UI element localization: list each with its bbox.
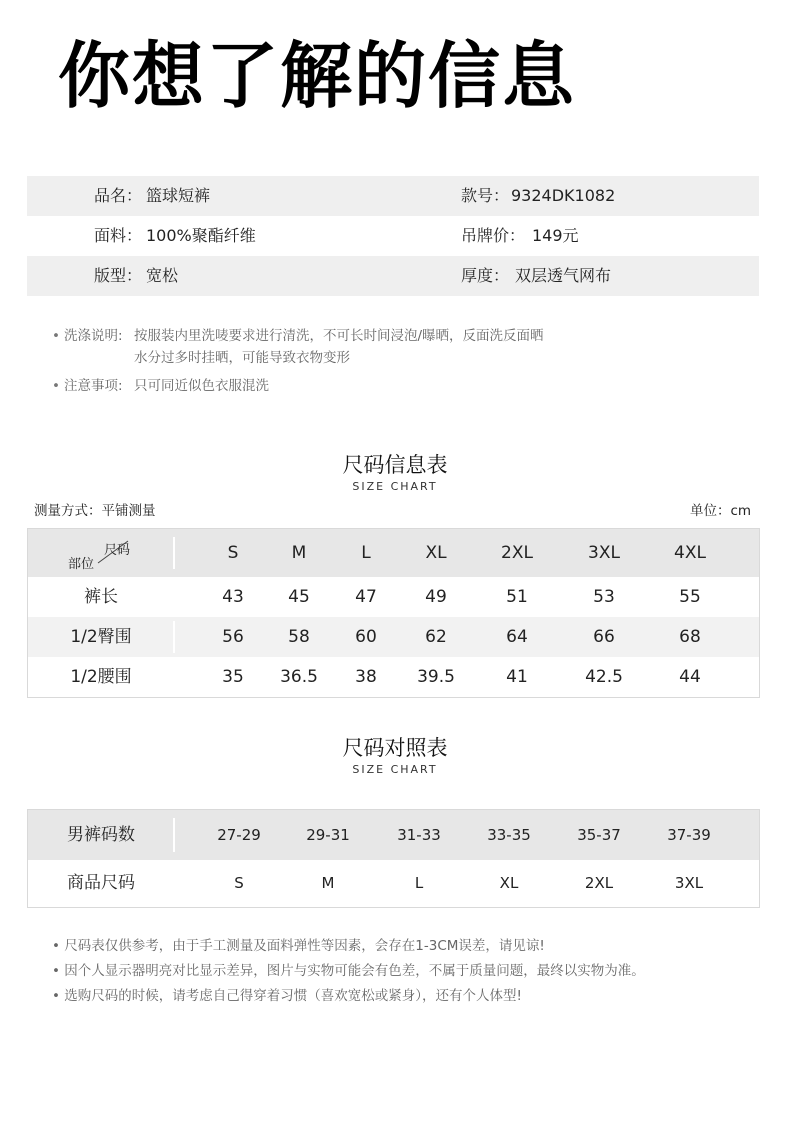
name-label: 品名： <box>94 186 143 205</box>
table-row <box>28 617 759 657</box>
code-label: 款号： <box>461 186 510 205</box>
row-label: 1/2腰围 <box>70 667 132 687</box>
thickness-label: 厚度： <box>461 266 510 285</box>
table-row <box>28 657 759 697</box>
wash-note-continued <box>52 347 350 369</box>
fabric-label: 面料： <box>94 226 143 245</box>
table-cell: 38 <box>355 667 377 687</box>
diagonal-line <box>28 529 174 577</box>
bullet-icon: • <box>52 328 60 344</box>
bullet-icon: • <box>52 938 65 954</box>
table-cell: 56 <box>222 627 244 647</box>
table-cell: 41 <box>506 667 528 687</box>
unit-label: 单位：cm <box>690 503 752 519</box>
size-compare-table <box>27 809 760 908</box>
code-value: 9324DK1082 <box>511 186 616 205</box>
info-row-fit <box>27 256 759 296</box>
footnote-text: 尺码表仅供参考，由于手工测量及面料弹性等因素，会存在1-3CM误差，请见谅! <box>64 938 545 954</box>
table-cell: 55 <box>679 587 701 607</box>
info-row-fabric <box>27 216 759 256</box>
table-cell: 47 <box>355 587 377 607</box>
size-header-cell: 2XL <box>501 543 533 563</box>
table-cell: L <box>414 874 424 892</box>
corner-cell <box>28 529 174 577</box>
table-cell: 3XL <box>674 874 704 892</box>
table-cell: 53 <box>593 587 615 607</box>
bullet-icon: • <box>52 963 65 979</box>
table-cell: 43 <box>222 587 244 607</box>
wash-label: 洗涤说明: <box>64 328 123 344</box>
footnote-item <box>52 961 645 981</box>
table-cell: 31-33 <box>397 826 441 844</box>
table-cell: 2XL <box>584 874 614 892</box>
size-header-cell: 3XL <box>588 543 620 563</box>
name-value: 篮球短裤 <box>146 186 211 205</box>
footnote-text: 选购尺码的时候，请考虑自己得穿着习惯（喜欢宽松或紧身），还有个人体型! <box>64 988 522 1004</box>
fabric-value: 100%聚酯纤维 <box>146 226 256 245</box>
footnote-item <box>52 986 522 1006</box>
measure-method: 测量方式：平铺测量 <box>34 503 156 519</box>
pants-size-row <box>28 810 759 860</box>
size-header-row <box>28 529 759 577</box>
table-cell: M <box>321 874 335 892</box>
pants-size-label: 男裤码数 <box>67 825 135 845</box>
page-title: 你想了解的信息 <box>58 34 577 118</box>
size-header-cell: XL <box>425 543 447 563</box>
table-cell: 44 <box>679 667 701 687</box>
row-label: 1/2臀围 <box>70 627 132 647</box>
size-header-cell: L <box>361 543 371 563</box>
table-cell: 58 <box>288 627 310 647</box>
table-cell: XL <box>499 874 519 892</box>
table-cell: 45 <box>288 587 310 607</box>
corner-part-label: 部位 <box>68 557 95 572</box>
table-row <box>28 577 759 617</box>
corner-size-label: 尺码 <box>104 543 131 558</box>
table-cell: 51 <box>506 587 528 607</box>
thickness-value: 双层透气网布 <box>515 266 612 285</box>
table-cell: 37-39 <box>667 826 711 844</box>
footnote-item <box>52 936 545 956</box>
size-header-cell: M <box>291 543 307 563</box>
table-cell: 68 <box>679 627 701 647</box>
table-cell: 62 <box>425 627 447 647</box>
bullet-icon: • <box>52 378 60 394</box>
table-cell: 27-29 <box>217 826 261 844</box>
product-size-row <box>28 860 759 907</box>
size-info-table <box>27 528 760 698</box>
caution-label: 注意事项: <box>64 378 123 394</box>
table-cell: 60 <box>355 627 377 647</box>
table-cell: 66 <box>593 627 615 647</box>
size-info-subtitle: SIZE CHART <box>352 480 438 493</box>
caution-note <box>52 375 269 397</box>
table-cell: S <box>234 874 244 892</box>
table-cell: 35-37 <box>577 826 621 844</box>
size-compare-subtitle: SIZE CHART <box>352 763 438 776</box>
compare-divider <box>173 818 175 852</box>
fit-label: 版型： <box>94 266 143 285</box>
size-header-cell: 4XL <box>674 543 706 563</box>
size-info-title: 尺码信息表 <box>342 453 448 477</box>
table-cell: 49 <box>425 587 447 607</box>
fit-value: 宽松 <box>146 266 179 285</box>
table-cell: 33-35 <box>487 826 531 844</box>
wash-text-line2: 水分过多时挂晒，可能导致衣物变形 <box>134 350 350 366</box>
table-cell: 42.5 <box>585 667 623 687</box>
wash-note <box>52 325 544 347</box>
table-cell: 35 <box>222 667 244 687</box>
row-label: 裤长 <box>84 587 118 607</box>
table-cell: 36.5 <box>280 667 318 687</box>
table-cell: 64 <box>506 627 528 647</box>
footnote-text: 因个人显示器明亮对比显示差异，图片与实物可能会有色差，不属于质量问题，最终以实物为准。 <box>64 963 645 979</box>
price-value: 149元 <box>532 226 579 245</box>
header-divider <box>173 537 175 569</box>
info-row-name <box>27 176 759 216</box>
size-compare-title: 尺码对照表 <box>342 736 448 760</box>
wash-text-line1: 按服装内里洗唛要求进行清洗，不可长时间浸泡/曝晒，反面洗反面晒 <box>134 328 544 344</box>
product-size-label: 商品尺码 <box>67 873 135 893</box>
bullet-icon: • <box>52 988 65 1004</box>
table-cell: 29-31 <box>306 826 350 844</box>
size-header-cell: S <box>227 543 239 563</box>
table-cell: 39.5 <box>417 667 455 687</box>
row-divider <box>173 621 175 653</box>
caution-text: 只可同近似色衣服混洗 <box>134 378 269 394</box>
price-label: 吊牌价： <box>461 226 526 245</box>
